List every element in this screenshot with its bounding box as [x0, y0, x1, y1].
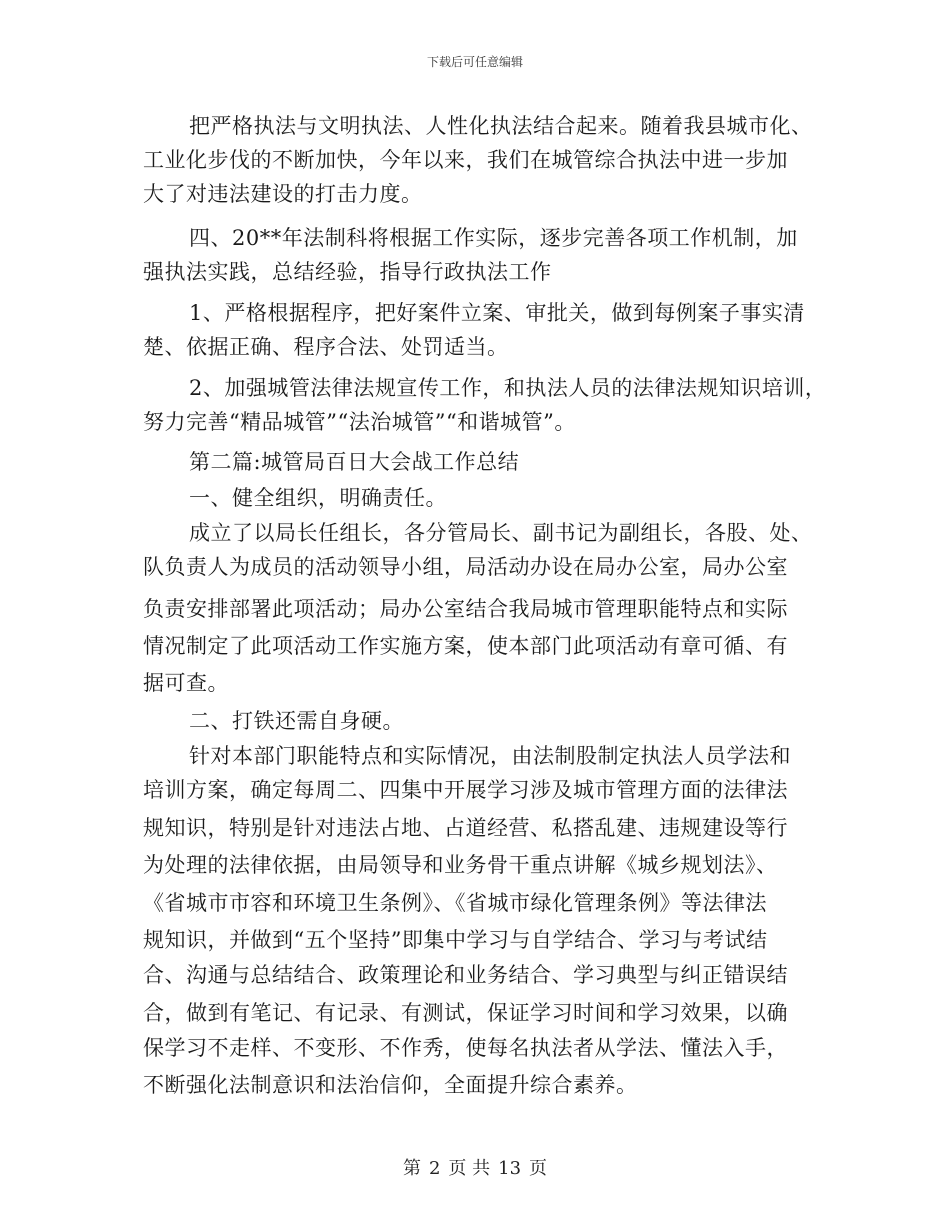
page-number: 2	[428, 1158, 441, 1179]
paragraph-line: 负责安排部署此项活动；局办公室结合我局城市管理职能特点和实际	[143, 597, 788, 621]
section-heading: 二、打铁还需自身硬。	[189, 709, 404, 733]
total-pages: 13	[498, 1158, 522, 1179]
paragraph-line: 规知识，并做到“五个坚持”即集中学习与自学结合、学习与考试结	[143, 928, 768, 952]
paragraph-line: 强执法实践，总结经验，指导行政执法工作	[143, 260, 552, 284]
footer-suffix: 页	[529, 1158, 548, 1179]
paragraph-line: 保学习不走样、不变形、不作秀，使每名执法者从学法、懂法入手，	[143, 1036, 788, 1060]
paragraph-line: 成立了以局长任组长，各分管局长、副书记为副组长，各股、处、	[189, 521, 813, 545]
paragraph-line: 合、沟通与总结结合、政策理论和业务结合、学习典型与纠正错误结	[143, 963, 788, 987]
paragraph-line: 为处理的法律依据，由局领导和业务骨干重点讲解《城乡规划法》、	[143, 853, 778, 877]
paragraph-line: 不断强化法制意识和法治信仰，全面提升综合素养。	[143, 1073, 638, 1097]
paragraph-line: 情况制定了此项活动工作实施方案，使本部门此项活动有章可循、有	[143, 634, 788, 658]
paragraph-line: 合，做到有笔记、有记录、有测试，保证学习时间和学习效果，以确	[143, 1001, 788, 1025]
paragraph-line: 1、严格根据程序，把好案件立案、审批关，做到每例案子事实清	[189, 301, 805, 325]
paragraph-line: 工业化步伐的不断加快，今年以来，我们在城管综合执法中进一步加	[143, 148, 788, 172]
paragraph-line: 四、20**年法制科将根据工作实际，逐步完善各项工作机制，加	[189, 226, 798, 250]
section-title: 第二篇:城管局百日大会战工作总结	[189, 450, 520, 474]
paragraph-line: 楚、依据正确、程序合法、处罚适当。	[143, 335, 509, 359]
page-header: 下载后可任意编辑	[426, 55, 523, 69]
paragraph-line: 2、加强城管法律法规宣传工作，和执法人员的法律法规知识培训，	[189, 376, 827, 400]
paragraph-line: 培训方案，确定每周二、四集中开展学习涉及城市管理方面的法律法	[143, 778, 788, 802]
page-footer	[0, 1154, 950, 1180]
footer-middle: 页 共	[448, 1158, 491, 1179]
paragraph-line: 把严格执法与文明执法、人性化执法结合起来。随着我县城市化、	[189, 114, 813, 138]
section-heading: 一、健全组织，明确责任。	[189, 486, 447, 510]
paragraph-line: 《省城市市容和环境卫生条例》、《省城市绿化管理条例》等法律法	[143, 891, 767, 915]
paragraph-line: 据可查。	[143, 671, 229, 695]
paragraph-line: 大了对违法建设的打击力度。	[143, 182, 423, 206]
paragraph-line: 针对本部门职能特点和实际情况，由法制股制定执法人员学法和	[189, 744, 791, 768]
footer-prefix: 第	[402, 1158, 421, 1179]
paragraph-line: 队负责人为成员的活动领导小组，局活动办设在局办公室，局办公室	[143, 555, 788, 579]
paragraph-line: 努力完善“精品城管”“法治城管”“和谐城管”。	[143, 410, 576, 434]
paragraph-line: 规知识，特别是针对违法占地、占道经营、私搭乱建、违规建设等行	[143, 816, 788, 840]
